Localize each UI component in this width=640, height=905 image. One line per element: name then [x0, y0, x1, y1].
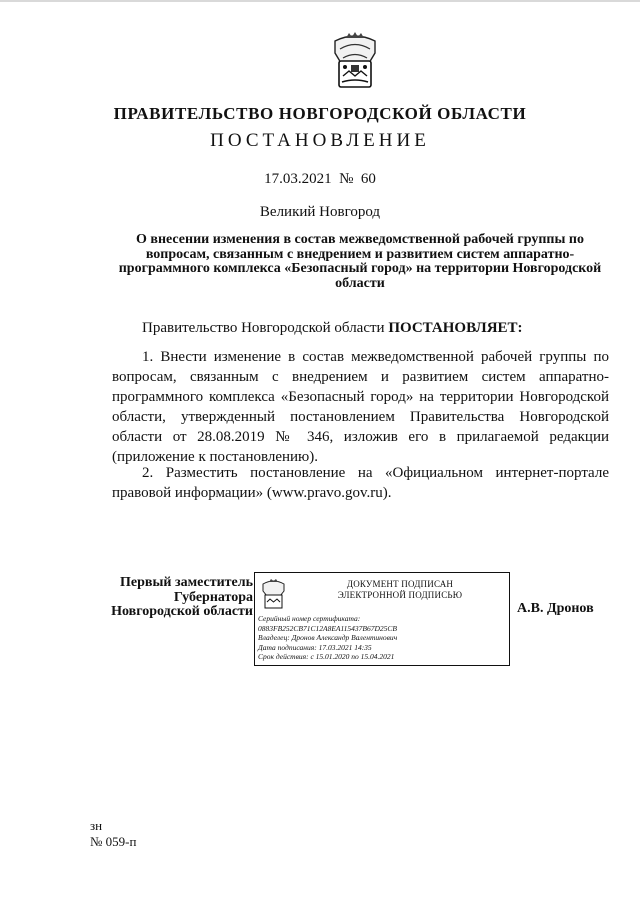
document-date: 17.03.2021	[264, 171, 332, 187]
preamble-decree: ПОСТАНОВЛЯЕТ:	[388, 320, 523, 336]
item-2: 2. Разместить постановление на «Официальном интернет-портале правовой информации» (www.pravo.gov.ru).	[112, 465, 609, 501]
footer	[90, 818, 136, 850]
footer-initials: зн	[90, 818, 103, 833]
footer-doc-number: № 059-п	[90, 834, 137, 849]
novgorod-coat-of-arms-icon	[329, 31, 381, 89]
number-sign: №	[339, 171, 354, 187]
government-title: ПРАВИТЕЛЬСТВО НОВГОРОДСКОЙ ОБЛАСТИ	[113, 104, 527, 123]
electronic-signature-stamp	[254, 572, 510, 666]
document-number: 60	[360, 171, 376, 187]
signer-position-line-3: Новгородской области	[111, 604, 253, 619]
preamble-text: Правительство Новгородской области	[142, 320, 389, 336]
scan-top-edge	[0, 0, 640, 2]
preamble	[112, 318, 609, 338]
signer-position-line-2: Губернатора	[173, 589, 253, 605]
signer-name: А.В. Дронов	[517, 601, 594, 616]
stamp-title-line-2: ЭЛЕКТРОННОЙ ПОДПИСЬЮ	[337, 590, 463, 600]
document-type: ПОСТАНОВЛЕНИЕ	[210, 130, 430, 151]
stamp-details	[258, 614, 397, 662]
stamp-sign-date: Дата подписания: 17.03.2021 14:35	[258, 642, 372, 652]
signer-position	[107, 576, 253, 620]
date-number-line	[0, 171, 640, 188]
stamp-title	[295, 579, 505, 601]
stamp-serial-label: Серийный номер сертификата:	[258, 614, 361, 623]
stamp-validity: Срок действия: с 15.01.2020 по 15.04.2021	[258, 652, 395, 661]
signer-position-line-1: Первый заместитель	[120, 575, 253, 590]
document-subject: О внесении изменения в состав межведомственной рабочей группы по вопросам, связанным с внедрением и развитием систем аппаратно-программного комплекса «Безопасный город» на территории Новгородской области	[118, 232, 602, 291]
stamp-title-line-1: ДОКУМЕНТ ПОДПИСАН	[346, 579, 454, 589]
item-1: 1. Внести изменение в состав межведомственной рабочей группы по вопросам, связанным с внедрением и развитием систем аппаратно-программного комплекса «Безопасный город» на территории Новгородской области, утвержденный постановлением Правительства Новгородской области от 28.08.2019 № 346, изложив его в прилагаемой редакции (приложение к постановлению).	[112, 349, 609, 465]
stamp-owner: Владелец: Дронов Александр Валентинович	[258, 633, 398, 642]
stamp-emblem-icon	[260, 578, 287, 610]
city: Великий Новгород	[259, 204, 381, 220]
stamp-serial: 0883FB252CB71C12A8EA115437B67D25CB	[258, 623, 398, 633]
